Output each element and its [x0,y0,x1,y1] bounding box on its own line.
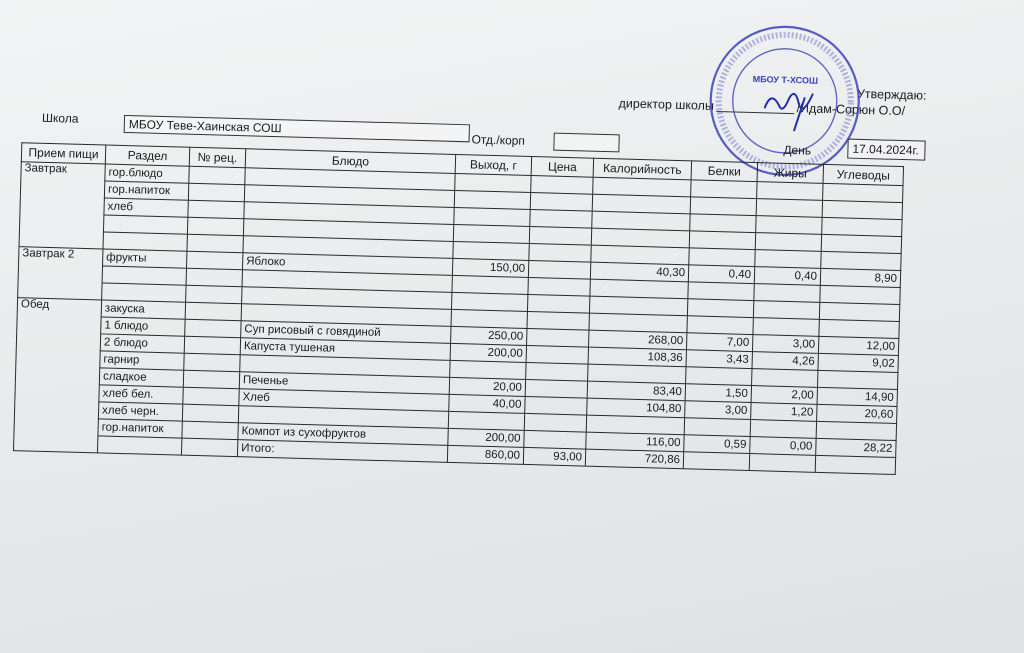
menu-table [13,142,904,475]
fat-cell [754,284,820,303]
recipe-cell [186,268,242,287]
section-cell: гор.напиток [104,181,188,200]
price-cell [530,209,592,228]
carbs-cell [823,183,903,202]
section-cell: гор.блюдо [105,164,189,183]
fat-cell: 0,40 [754,267,820,286]
fat-cell [753,318,819,337]
dish-cell: Суп рисовый с говядиной [241,321,451,344]
price-cell [528,260,590,279]
col-protein: Белки [691,161,757,182]
meal-cell: Обед [14,298,102,453]
carbs-cell: 9,02 [818,353,898,372]
carbs-cell [819,302,899,321]
recipe-cell [185,302,241,321]
price-cell [527,311,589,330]
protein-cell [687,299,753,318]
carbs-cell: 14,90 [817,387,897,406]
section-cell: закуска [101,300,185,319]
carbs-cell: 12,00 [818,336,898,355]
recipe-cell [188,200,244,219]
output-cell [448,411,524,430]
protein-cell: 0,40 [688,265,754,284]
price-cell [529,226,591,245]
price-cell [525,396,587,415]
section-cell: 1 блюдо [101,317,185,336]
protein-cell: 3,43 [686,350,752,369]
price-cell [530,193,592,212]
dish-cell: Яблоко [242,253,452,276]
price-cell [529,243,591,262]
section-cell: хлеб черн. [98,402,182,421]
fat-cell: 1,20 [751,403,817,422]
col-meal: Прием пищи [21,143,105,164]
carbs-cell [821,234,901,253]
output-cell [454,207,530,226]
price-cell [528,277,590,296]
school-label: Школа [41,110,79,126]
col-calories: Калорийность [593,158,691,180]
fat-cell: 2,00 [751,386,817,405]
col-carbs: Углеводы [823,164,903,185]
recipe-cell [183,370,239,389]
menu-document [3,73,944,563]
total-price-cell: 93,00 [523,447,585,466]
fat-cell [756,199,822,218]
fat-cell [753,301,819,320]
fat-cell [757,182,823,201]
calories-cell: 104,80 [587,398,685,418]
protein-cell [689,231,755,250]
signature-scribble [765,92,813,109]
carbs-cell [822,200,902,219]
price-cell [524,413,586,432]
fat-cell [755,250,821,269]
section-cell: хлеб [104,198,188,217]
output-cell: 200,00 [448,428,524,447]
recipe-cell [185,319,241,338]
dish-cell: Компот из сухофруктов [238,423,448,446]
price-cell [524,430,586,449]
school-name: МБОУ Теве-Хаинская СОШ [128,117,282,136]
col-fat: Жиры [757,163,823,184]
carbs-cell [815,455,895,474]
fat-cell [755,233,821,252]
carbs-cell [821,251,901,270]
meal-cell: Завтрак 2 [18,247,103,300]
fat-cell: 3,00 [752,335,818,354]
dept-field [553,133,619,153]
dish-cell: Печенье [239,372,449,395]
protein-cell [683,452,749,471]
output-cell [454,190,530,209]
calories-cell: 40,30 [590,262,688,282]
section-cell: гор.напиток [98,419,182,438]
output-cell: 20,00 [449,377,525,396]
fat-cell [756,216,822,235]
carbs-cell [820,285,900,304]
recipe-cell [184,336,240,355]
col-dish: Блюдо [245,149,455,174]
col-output: Выход, г [455,154,531,175]
recipe-cell [189,166,245,185]
protein-cell: 3,00 [685,401,751,420]
protein-cell [687,316,753,335]
output-cell [450,360,526,379]
calories-cell: 116,00 [586,432,684,452]
price-cell [527,294,589,313]
stamp-center-text: МБОУ Т-ХСОШ [752,73,819,86]
protein-cell [689,248,755,267]
price-cell [525,379,587,398]
director-name: /Идам-Сорюн О.О/ [796,101,906,119]
section-cell: 2 блюдо [100,334,184,353]
recipe-cell [184,353,240,372]
recipe-cell [188,183,244,202]
day-label: День [783,142,812,158]
output-cell: 200,00 [450,343,526,362]
protein-cell [686,367,752,386]
col-recipe: № рец. [189,147,245,168]
fat-cell [749,454,815,473]
fat-cell [752,369,818,388]
protein-cell [688,282,754,301]
director-label: директор школы [618,96,715,113]
carbs-cell: 28,22 [816,438,896,457]
protein-cell: 1,50 [685,384,751,403]
price-cell [526,362,588,381]
price-cell [526,345,588,364]
section-cell [97,436,181,455]
carbs-cell [816,421,896,440]
output-cell [451,292,527,311]
carbs-cell [819,319,899,338]
carbs-cell: 8,90 [820,268,900,287]
output-cell [455,173,531,192]
dish-cell: Капуста тушеная [240,338,450,361]
calories-cell: 268,00 [589,330,687,350]
section-cell: хлеб бел. [99,385,183,404]
fat-cell: 4,26 [752,352,818,371]
col-price: Цена [531,157,593,178]
output-cell: 150,00 [452,258,528,277]
calories-cell: 108,36 [588,347,686,367]
price-cell [531,176,593,195]
fat-cell [750,420,816,439]
calories-cell: 83,40 [587,381,685,401]
total-calories-cell: 720,86 [585,449,683,469]
carbs-cell [818,370,898,389]
date-value: 17.04.2024г. [852,141,919,158]
recipe-cell [187,234,243,253]
carbs-cell [822,217,902,236]
section-cell: фрукты [103,249,187,268]
recipe-cell [182,421,238,440]
dept-label: Отд./корп [471,132,526,148]
output-cell [453,241,529,260]
school-seal-stamp [703,19,867,183]
output-cell: 250,00 [451,326,527,345]
protein-cell: 7,00 [686,333,752,352]
recipe-cell [181,438,237,457]
recipe-cell [187,217,243,236]
recipe-cell [182,404,238,423]
protein-cell [690,197,756,216]
carbs-cell: 20,60 [817,404,897,423]
output-cell [452,275,528,294]
price-cell [527,328,589,347]
fat-cell: 0,00 [750,437,816,456]
recipe-cell [186,285,242,304]
protein-cell [684,418,750,437]
recipe-cell [183,387,239,406]
approve-label: Утверждаю: [856,86,927,103]
output-cell: 40,00 [449,394,525,413]
date-field [847,139,926,161]
recipe-cell [186,251,242,270]
protein-cell: 0,59 [684,435,750,454]
protein-cell [691,180,757,199]
protein-cell [690,214,756,233]
col-section: Раздел [105,145,189,166]
total-label-cell: Итого: [237,440,447,463]
section-cell: гарнир [100,351,184,370]
total-output-cell: 860,00 [447,445,523,464]
output-cell [453,224,529,243]
section-cell: сладкое [99,368,183,387]
output-cell [451,309,527,328]
dish-cell: Хлеб [239,389,449,412]
meal-cell: Завтрак [19,162,105,249]
